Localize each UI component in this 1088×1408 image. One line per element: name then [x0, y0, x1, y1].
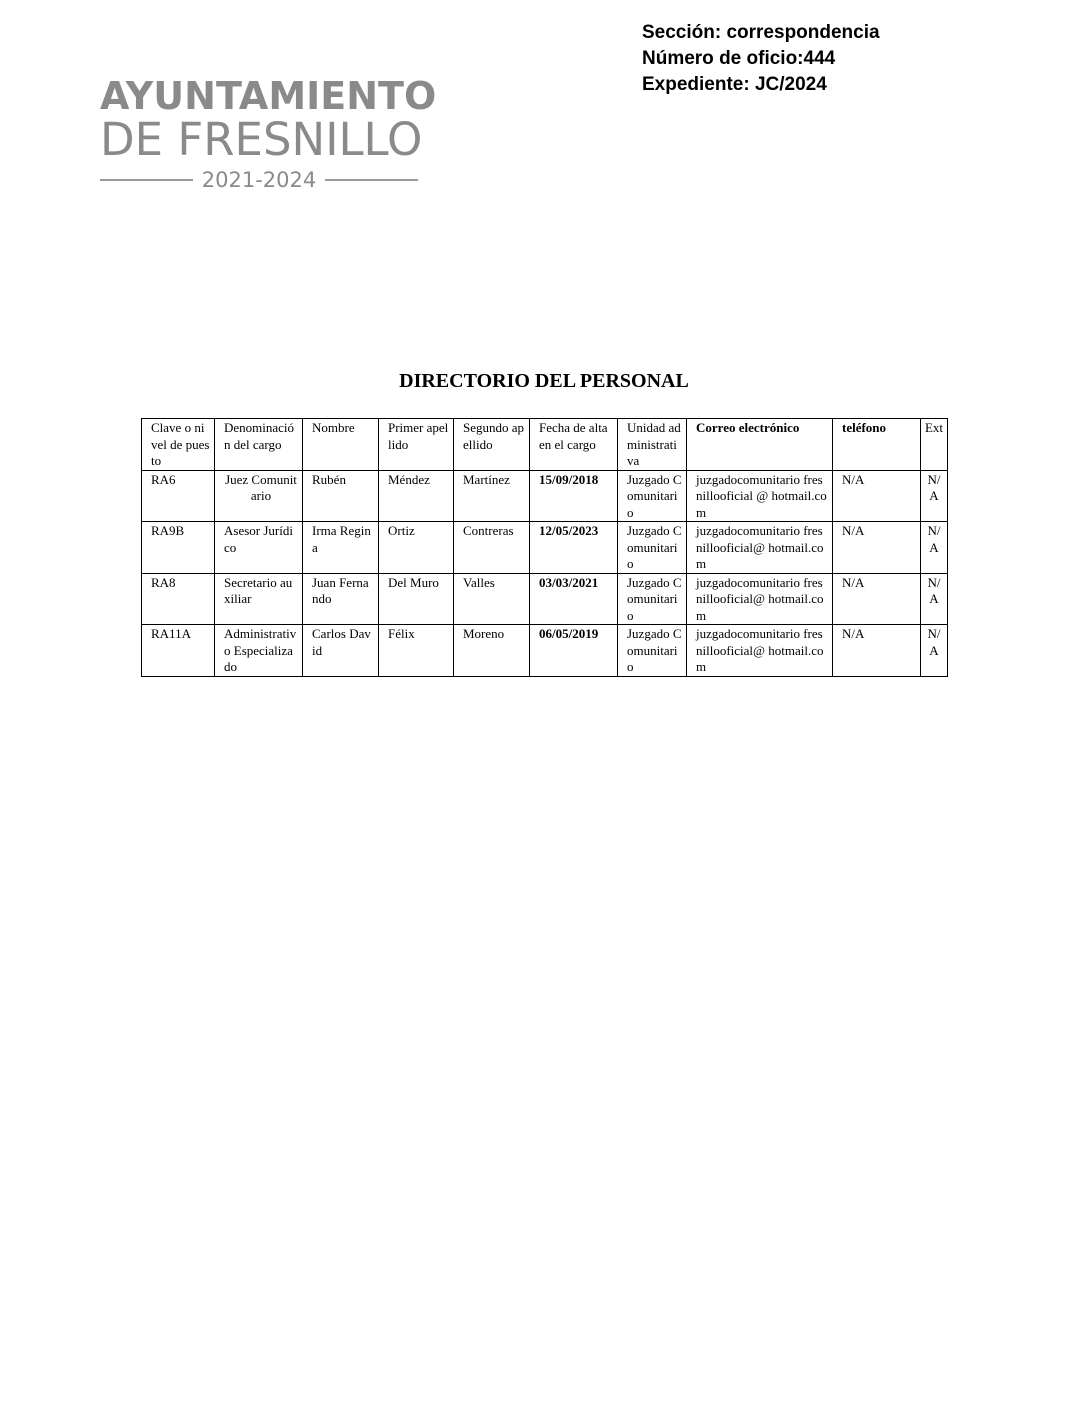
ayuntamiento-logo: [100, 74, 437, 192]
table-cell: Juzgado Comunitario: [618, 573, 687, 625]
table-cell: Juzgado Comunitario: [618, 522, 687, 574]
table-cell: 03/03/2021: [530, 573, 618, 625]
logo-rule-left: [100, 179, 193, 181]
table-cell: 15/09/2018: [530, 470, 618, 522]
seccion-line: Sección: correspondencia: [642, 22, 880, 43]
logo-years-row: [100, 168, 418, 192]
numero-oficio-line: Número de oficio:444: [642, 48, 836, 69]
table-cell: N/A: [833, 573, 921, 625]
table-cell: RA8: [142, 573, 215, 625]
table-cell: N/A: [921, 573, 948, 625]
table-cell: N/A: [921, 470, 948, 522]
column-header: Unidad administrativa: [618, 419, 687, 471]
expediente-line: Expediente: JC/2024: [642, 74, 827, 95]
table-cell: Juzgado Comunitario: [618, 470, 687, 522]
document-header-info: [642, 20, 880, 98]
column-header: Denominación del cargo: [215, 419, 303, 471]
table-cell: Méndez: [379, 470, 454, 522]
table-cell: Félix: [379, 625, 454, 677]
table-cell: 06/05/2019: [530, 625, 618, 677]
table-cell: Ortiz: [379, 522, 454, 574]
column-header: Nombre: [303, 419, 379, 471]
column-header: Clave o nivel de puesto: [142, 419, 215, 471]
table-cell: Juzgado Comunitario: [618, 625, 687, 677]
table-row: [142, 625, 948, 677]
table-row: [142, 522, 948, 574]
table-cell: Carlos David: [303, 625, 379, 677]
table-cell: Moreno: [454, 625, 530, 677]
column-header: Primer apellido: [379, 419, 454, 471]
table-cell: juzgadocomunitario fresnillooficial@ hotmail.com: [687, 573, 833, 625]
table-cell: Rubén: [303, 470, 379, 522]
logo-rule-right: [325, 179, 418, 181]
table-row: [142, 573, 948, 625]
table-cell: juzgadocomunitario fresnillooficial@ hotmail.com: [687, 522, 833, 574]
table-cell: Asesor Jurídico: [215, 522, 303, 574]
logo-line-ayuntamiento: AYUNTAMIENTO: [100, 74, 437, 118]
table-cell: Secretario auxiliar: [215, 573, 303, 625]
table-cell: Juan Fernando: [303, 573, 379, 625]
column-header: Fecha de alta en el cargo: [530, 419, 618, 471]
page-title: DIRECTORIO DEL PERSONAL: [399, 370, 689, 392]
table-cell: N/A: [833, 625, 921, 677]
logo-line-fresnillo: DE FRESNILLO: [100, 113, 423, 166]
table-cell: N/A: [921, 522, 948, 574]
table-cell: RA6: [142, 470, 215, 522]
table-cell: juzgadocomunitario fresnillooficial @ hotmail.com: [687, 470, 833, 522]
column-header: Ext: [921, 419, 948, 471]
table-cell: Valles: [454, 573, 530, 625]
column-header: Correo electrónico: [687, 419, 833, 471]
logo-years: 2021-2024: [201, 168, 317, 192]
table-cell: Del Muro: [379, 573, 454, 625]
table-cell: N/A: [833, 522, 921, 574]
table-cell: N/A: [921, 625, 948, 677]
table-cell: juzgadocomunitario fresnillooficial@ hotmail.com: [687, 625, 833, 677]
table-cell: Irma Regina: [303, 522, 379, 574]
column-header: teléfono: [833, 419, 921, 471]
table-cell: RA11A: [142, 625, 215, 677]
table-cell: 12/05/2023: [530, 522, 618, 574]
table-cell: Juez Comunitario: [215, 470, 303, 522]
table-cell: Martínez: [454, 470, 530, 522]
table-cell: RA9B: [142, 522, 215, 574]
table-cell: Administrativo Especializado: [215, 625, 303, 677]
table-header-row: [142, 419, 948, 471]
table-cell: Contreras: [454, 522, 530, 574]
table-cell: N/A: [833, 470, 921, 522]
personnel-directory-table: [141, 418, 948, 677]
column-header: Segundo apellido: [454, 419, 530, 471]
table-row: [142, 470, 948, 522]
